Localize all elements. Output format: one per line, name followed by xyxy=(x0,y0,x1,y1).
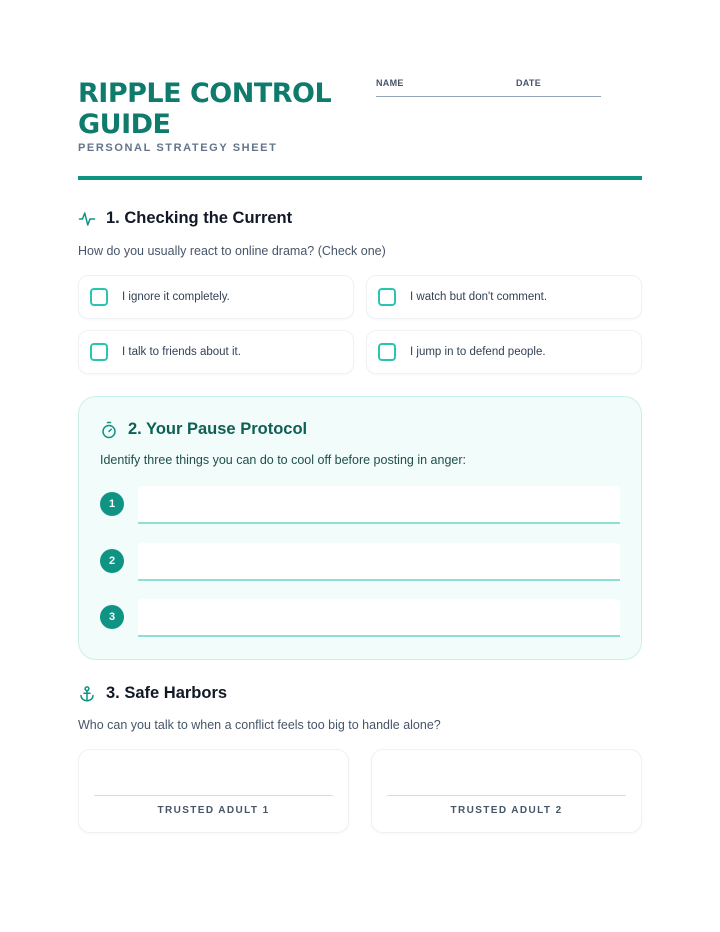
page-subtitle: PERSONAL STRATEGY SHEET xyxy=(78,142,278,154)
card-label: TRUSTED ADULT 2 xyxy=(450,805,563,816)
checkbox[interactable] xyxy=(90,288,108,306)
stopwatch-icon xyxy=(100,421,118,439)
header-divider xyxy=(78,176,642,180)
trusted-adult-card-2[interactable] xyxy=(371,749,642,833)
section-3-heading xyxy=(78,684,227,703)
checkbox[interactable] xyxy=(378,288,396,306)
section-3-title: 3. Safe Harbors xyxy=(106,684,228,702)
date-label: DATE xyxy=(516,78,542,88)
option-ignore[interactable] xyxy=(78,275,354,319)
section-2-heading xyxy=(100,420,307,439)
option-watch[interactable] xyxy=(366,275,642,319)
section-3-prompt: Who can you talk to when a conflict feels too big to handle alone? xyxy=(78,718,441,732)
step-number-1: 1 xyxy=(100,492,124,516)
name-label: NAME xyxy=(376,78,404,88)
section-1-heading xyxy=(78,209,292,228)
page-title: RIPPLE CONTROL GUIDE xyxy=(78,78,332,140)
section-2-title: 2. Your Pause Protocol xyxy=(128,420,308,438)
step-number-3: 3 xyxy=(100,605,124,629)
section-2-prompt: Identify three things you can do to cool off before posting in anger: xyxy=(100,453,466,467)
option-label: I watch but don't comment. xyxy=(410,291,548,303)
checkbox[interactable] xyxy=(378,343,396,361)
step-number-2: 2 xyxy=(100,549,124,573)
option-talk-friends[interactable] xyxy=(78,330,354,374)
pulse-icon xyxy=(78,210,96,228)
anchor-icon xyxy=(78,685,96,703)
section-1-prompt: How do you usually react to online drama? (Check one) xyxy=(78,244,386,258)
step-input-3[interactable] xyxy=(138,599,620,637)
name-date-field[interactable] xyxy=(376,78,601,97)
option-label: I ignore it completely. xyxy=(122,291,230,303)
section-1-title: 1. Checking the Current xyxy=(106,209,293,227)
write-line xyxy=(387,795,626,796)
option-defend[interactable] xyxy=(366,330,642,374)
step-input-2[interactable] xyxy=(138,543,620,581)
trusted-adult-card-1[interactable] xyxy=(78,749,349,833)
write-line xyxy=(94,795,333,796)
card-label: TRUSTED ADULT 1 xyxy=(157,805,270,816)
step-input-1[interactable] xyxy=(138,486,620,524)
option-label: I jump in to defend people. xyxy=(410,346,546,358)
checkbox[interactable] xyxy=(90,343,108,361)
option-label: I talk to friends about it. xyxy=(122,346,241,358)
